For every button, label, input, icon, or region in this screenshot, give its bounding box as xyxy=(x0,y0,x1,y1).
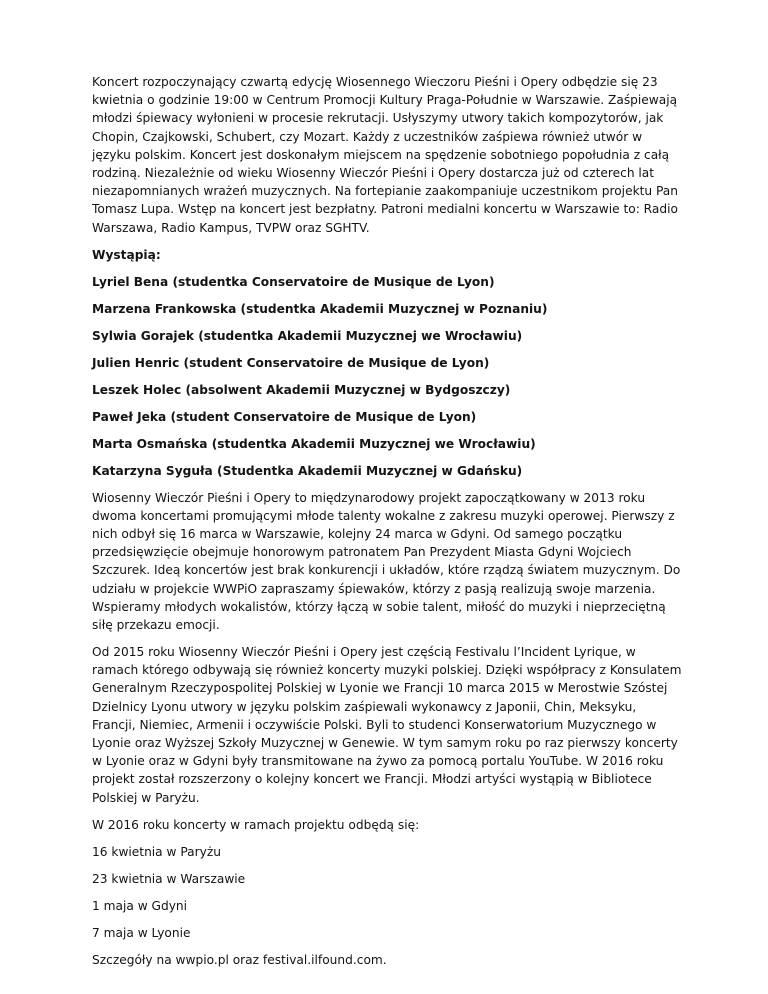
schedule-item: 1 maja w Gdyni xyxy=(92,898,188,913)
footer-paragraph: Szczegóły na wwpio.pl oraz festival.ilfound.com. xyxy=(92,952,387,967)
document-page xyxy=(92,73,682,978)
intro-paragraph: Koncert rozpoczynający czwartą edycję Wiosennego Wieczoru Pieśni i Opery odbędzie się 23 kwietnia o godzinie 19:00 w Centrum Promocji Kultury Praga-Południe w Warszawie. Zaśpiewają młodzi śpiewacy wyłonieni w procesie rekrutacji. Usłyszymy utwory takich kompozytorów, jak Chopin, Czajkowski, Schubert, czy Mozart. Każdy z uczestników zaśpiewa również utwór w języku polskim. Koncert jest doskonałym miejscem na spędzenie sobotniego popołudnia z całą rodziną. Niezależnie od wieku Wiosenny Wieczór Pieśni i Opery dostarcza już od czterech lat niezapomnianych wrażeń muzycznych. Na fortepianie zaakompaniuje uczestnikom projektu Pan Tomasz Lupa. Wstęp na koncert jest bezpłatny. Patroni medialni koncertu w Warszawie to: Radio Warszawa, Radio Kampus, TVPW oraz SGHTV. xyxy=(92,75,678,235)
performer-item: Paweł Jeka (student Conservatoire de Musique de Lyon) xyxy=(92,409,477,424)
about-paragraph: Wiosenny Wieczór Pieśni i Opery to międzynarodowy projekt zapoczątkowany w 2013 roku dwoma koncertami promującymi młode talenty wokalne z zakresu muzyki operowej. Pierwszy z nich odbył się 16 marca w Warszawie, kolejny 24 marca w Gdyni. Od samego początku przedsięwzięcie obejmuje honorowym patronatem Pan Prezydent Miasta Gdyni Wojciech Szczurek. Ideą koncertów jest brak konkurencji i układów, które rządzą światem muzycznym. Do udziału w projekcie WWPiO zapraszamy śpiewaków, którzy z pasją realizują swoje marzenia. Wspieramy młodych wokalistów, którzy łączą w sobie talent, miłość do muzyki i nieprzeciętną siłę przekazu emocji. xyxy=(92,490,681,633)
schedule-item: 16 kwietnia w Paryżu xyxy=(92,844,221,859)
performer-item: Marta Osmańska (studentka Akademii Muzycznej we Wrocławiu) xyxy=(92,436,536,451)
schedule-item: 23 kwietnia w Warszawie xyxy=(92,871,246,886)
performer-item: Julien Henric (student Conservatoire de Musique de Lyon) xyxy=(92,355,490,370)
performer-item: Sylwia Gorajek (studentka Akademii Muzycznej we Wrocławiu) xyxy=(92,328,523,343)
performer-item: Katarzyna Syguła (Studentka Akademii Muzycznej w Gdańsku) xyxy=(92,463,523,478)
schedule-item: 7 maja w Lyonie xyxy=(92,925,191,940)
schedule-heading: W 2016 roku koncerty w ramach projektu odbędą się: xyxy=(92,817,420,832)
performer-item: Leszek Holec (absolwent Akademii Muzycznej w Bydgoszczy) xyxy=(92,382,511,397)
history-paragraph: Od 2015 roku Wiosenny Wieczór Pieśni i Opery jest częścią Festivalu l’Incident Lyrique, w ramach którego odbywają się również koncerty muzyki polskiej. Dzięki współpracy z Konsulatem Generalnym Rzeczypospolitej Polskiej w Lyonie we Francji 10 marca 2015 w Merostwie Szóstej Dzielnicy Lyonu utwory w języku polskim zaśpiewali wykonawcy z Japonii, Chin, Meksyku, Francji, Niemiec, Armenii i oczywiście Polski. Byli to studenci Konserwatorium Muzycznego w Lyonie oraz Wyższej Szkoły Muzycznej w Genewie. W tym samym roku po raz pierwszy koncerty w Lyonie oraz w Gdyni były transmitowane na żywo za pomocą portalu YouTube. W 2016 roku projekt został rozszerzony o kolejny koncert we Francji. Młodzi artyści wystąpią w Bibliotece Polskiej w Paryżu. xyxy=(92,645,682,805)
performer-item: Marzena Frankowska (studentka Akademii Muzycznej w Poznaniu) xyxy=(92,301,548,316)
performer-item: Lyriel Bena (studentka Conservatoire de Musique de Lyon) xyxy=(92,274,495,289)
performers-heading: Wystąpią: xyxy=(92,247,161,262)
